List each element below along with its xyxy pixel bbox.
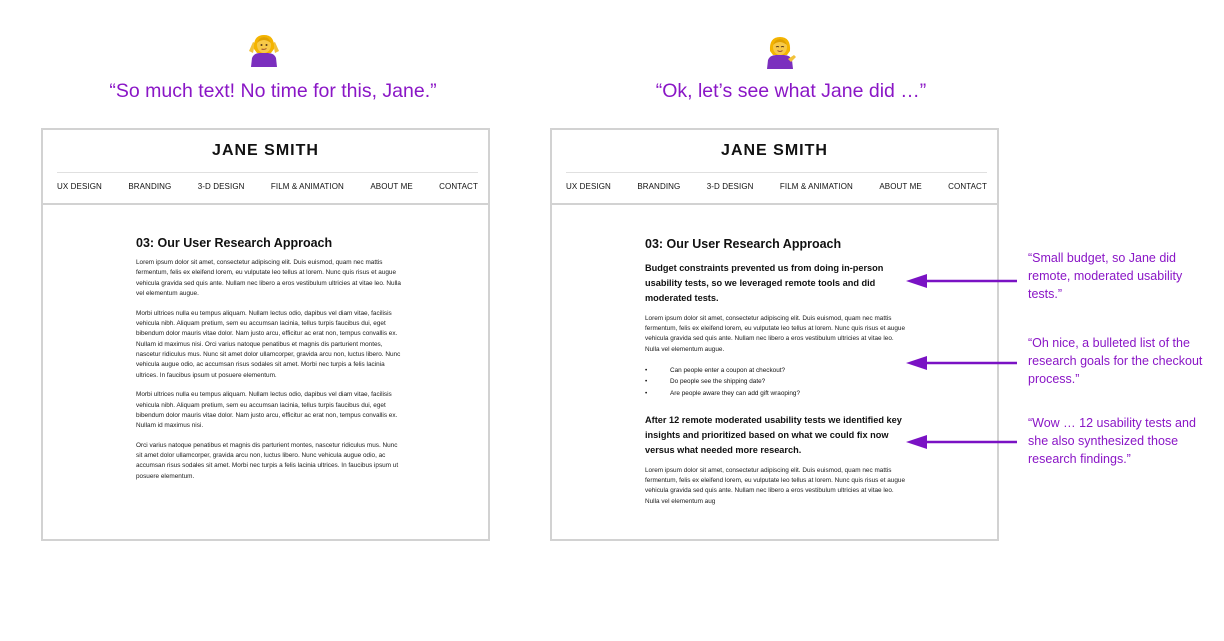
nav-item-about-me[interactable]: ABOUT ME <box>879 182 922 191</box>
annotation-findings: “Wow … 12 usability tests and she also synthesized those research findings.” <box>1028 416 1196 467</box>
site-nav <box>566 182 987 191</box>
nav-item-ux-design[interactable]: UX DESIGN <box>566 182 611 191</box>
nav-item-branding[interactable]: BRANDING <box>128 182 172 191</box>
nav-item-contact[interactable]: CONTACT <box>948 182 987 191</box>
lead-paragraph-findings: After 12 remote moderated usability tests we identified key insights and prioritized based on what we could fix now versus what needed more research. <box>645 414 902 455</box>
right-caption: “Ok, let’s see what Jane did …” <box>655 80 927 102</box>
nav-item-film-animation[interactable]: FILM & ANIMATION <box>779 182 853 191</box>
list-item: • Do people see the shipping date? <box>645 376 907 387</box>
article-heading: 03: Our User Research Approach <box>136 236 333 250</box>
body-paragraph: Lorem ipsum dolor sit amet, consectetur adipiscing elit. Duis euismod, quam nec mattis fermentum, felis ex eleifend lorem, eu vulputate leo tellus at lorem. Nunc quis risus et augue vehicula gravida sed quis ante. Nullam nec libero a eros vestibulum ultricies at vitae leo. Nulla vel elementum aug <box>645 466 906 505</box>
left-page-mockup <box>41 128 490 541</box>
nav-item-ux-design[interactable]: UX DESIGN <box>57 182 102 191</box>
nav-item-branding[interactable]: BRANDING <box>637 182 681 191</box>
header-divider <box>566 172 987 173</box>
person-tipping-hand-emoji <box>763 33 797 69</box>
nav-item-about-me[interactable]: ABOUT ME <box>370 182 413 191</box>
person-shrugging-emoji <box>247 31 281 67</box>
nav-divider <box>43 203 488 205</box>
right-page-mockup <box>550 128 999 541</box>
lead-paragraph-budget: Budget constraints prevented us from doing in-person usability tests, so we leveraged remote tools and did moderated tests. <box>645 263 884 303</box>
article-heading: 03: Our User Research Approach <box>645 237 842 251</box>
annotation-budget: “Small budget, so Jane did remote, moderated usability tests.” <box>1028 251 1183 302</box>
body-paragraph: Lorem ipsum dolor sit amet, consectetur adipiscing elit. Duis euismod, quam nec mattis fermentum, felis ex eleifend lorem, eu vulputate leo tellus at lorem. Nunc quis risus et augue vehicula gravida sed quis ante. Nullam nec libero a eros vestibulum ultricies at vitae leo. Nulla vel elementum augue. <box>136 259 401 298</box>
body-paragraph: Morbi ultrices nulla eu tempus aliquam. Nullam lectus odio, dapibus vel diam vitae, facilisis vehicula nibh. Aliquam pretium, sem eu accumsan lacinia, tellus turpis faucibus dui, eget bibendum dolor mauris vitae dolor. Nam justo arcu, efficitur ac erat non, tempus convallis ex. Nullam id maximus nisi. Orci varius natoque penatibus et magnis dis parturient montes, nascetur ridiculus mus. Nunc sit amet dolor ullamcorper, gravida arcu non, luctus libero. Nunc vehicula augue odio, ac accumsan risus sodales sit amet. Morbi nec turpis a felis lacinia ultrices. In faucibus ipsum ut posuere elementum. <box>136 309 401 379</box>
header-divider <box>57 172 478 173</box>
nav-item-contact[interactable]: CONTACT <box>439 182 478 191</box>
list-item: • Are people aware they can add gift wraoping? <box>645 388 907 399</box>
site-title: JANE SMITH <box>212 142 319 159</box>
nav-item-3d-design[interactable]: 3-D DESIGN <box>197 182 245 191</box>
research-goals-list <box>645 365 907 399</box>
site-title: JANE SMITH <box>721 142 828 159</box>
body-paragraph: Morbi ultrices nulla eu tempus aliquam. Nullam lectus odio, dapibus vel diam vitae, facilisis vehicula nibh. Aliquam pretium, sem eu accumsan lacinia, tellus turpis faucibus dui, eget bibendum dolor mauris vitae dolor. Nam justo arcu, efficitur ac erat non, tempus convallis ex. Nullam id maximus nisi. <box>136 391 398 430</box>
article-content <box>645 237 907 516</box>
site-nav <box>57 182 478 191</box>
left-caption: “So much text! No time for this, Jane.” <box>109 80 437 102</box>
list-item: • Can people enter a coupon at checkout? <box>645 365 907 376</box>
body-paragraph: Orci varius natoque penatibus et magnis dis parturient montes, nascetur ridiculus mus. Nunc sit amet dolor ullamcorper, gravida arcu non, luctus libero. Nunc vehicula augue odio, ac accumsan risus sodales sit amet. Morbi nec turpis a felis lacinia ultrices. In faucibus ipsum ut posuere elementum. <box>136 441 399 480</box>
article-content <box>136 236 402 491</box>
nav-divider <box>552 203 997 205</box>
nav-item-film-animation[interactable]: FILM & ANIMATION <box>270 182 344 191</box>
body-paragraph: Lorem ipsum dolor sit amet, consectetur adipiscing elit. Duis euismod, quam nec mattis fermentum, felis ex eleifend lorem, eu vulputate leo tellus at lorem. Nunc quis risus et augue vehicula gravida sed quis ante. Nullam nec libero a eros vestibulum ultricies at vitae leo. Nulla vel elementum augue. <box>645 314 906 353</box>
nav-item-3d-design[interactable]: 3-D DESIGN <box>706 182 754 191</box>
annotation-bullets: “Oh nice, a bulleted list of the research goals for the checkout process.” <box>1028 336 1203 387</box>
